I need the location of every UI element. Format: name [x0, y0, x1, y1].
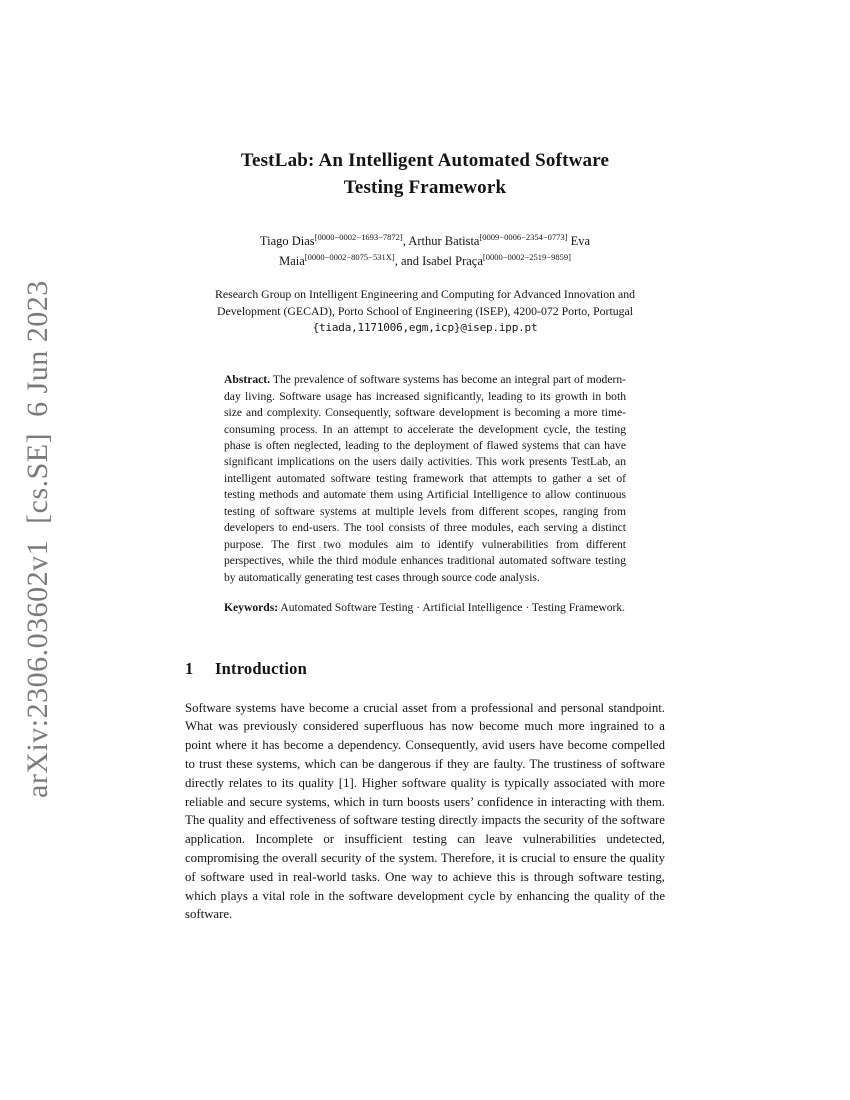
author-separator: , and	[394, 254, 423, 269]
email-line: {tiada,1171006,egm,icp}@isep.ipp.pt	[312, 321, 538, 335]
abstract-text: The prevalence of software systems has become an integral part of modern-day living. Software usage has increased significantly, leading to its growth in both size and complexity. Consequently, software development is becoming a more time-consuming process. In an attempt to accelerate the development cycle, the testing phase is often neglected, leading to the deployment of flawed systems that can have significant implications on the users daily activities. This work presents TestLab, an intelligent automated software testing framework that attempts to gather a set of testing methods and automate them using Artificial Intelligence to allow continuous testing of software systems at multiple levels from different scopes, ranging from developers to end-users. The tool consists of three modules, each serving a distinct purpose. The first two modules aim to identify vulnerabilities from different perspectives, while the third module enhances traditional automated software testing by automatically generating test cases through source code analysis.	[224, 373, 626, 584]
paper-title-line2: Testing Framework	[343, 176, 507, 198]
author-name: Tiago Dias	[259, 234, 315, 249]
paper-title-line1: TestLab: An Intelligent Automated Software	[240, 150, 610, 171]
author-name: Isabel Praça	[422, 254, 483, 269]
keywords-text: Automated Software Testing · Artificial Intelligence · Testing Framework.	[280, 601, 626, 615]
paper-content	[185, 0, 665, 924]
affiliation: Research Group on Intelligent Engineering and Computing for Advanced Innovation and Development (GECAD), Porto School of Engineering (ISEP), 4200-072 Porto, Portugal	[215, 287, 635, 318]
arxiv-watermark: arXiv:2306.03602v1 [cs.SE] 6 Jun 2023	[21, 280, 54, 798]
abstract	[224, 372, 626, 586]
author-orcid: [0009−0006−2354−0773]	[479, 232, 568, 243]
author-orcid: [0000−0002−2519−9859]	[482, 252, 571, 263]
author-name: Arthur Batista	[408, 234, 480, 249]
keywords	[224, 600, 626, 616]
author-orcid: [0000−0002−8075−531X]	[304, 252, 395, 263]
keywords-label: Keywords:	[224, 601, 279, 615]
section-heading-introduction	[185, 659, 665, 679]
section-number: 1	[185, 658, 194, 678]
author-name: Eva Maia	[279, 234, 591, 269]
abstract-label: Abstract.	[224, 373, 271, 387]
section-title: Introduction	[215, 658, 307, 678]
paper-title	[185, 148, 665, 201]
author-orcid: [0000−0002−1693−7872]	[314, 232, 403, 243]
author-list	[203, 231, 647, 271]
author-separator: ,	[402, 234, 409, 249]
introduction-paragraph: Software systems have become a crucial asset from a professional and personal standpoint. What was previously considered superfluous has now become much more ingrained to a point where it has become a dependency. Consequently, avid users have become compelled to trust these systems, which can be dangerous if they are faulty. The trustiness of software directly relates to its quality [1]. Higher software quality is typically associated with more reliable and secure systems, which in turn boosts users’ confidence in interacting with them. The quality and effectiveness of software testing directly impacts the security of the software application. Incomplete or insufficient testing can leave vulnerabilities undetected, compromising the overall security of the system. Therefore, it is crucial to ensure the quality of software used in real-world tasks. One way to achieve this is through software testing, which plays a vital role in the software development cycle by enhancing the quality of the software.	[185, 700, 665, 922]
